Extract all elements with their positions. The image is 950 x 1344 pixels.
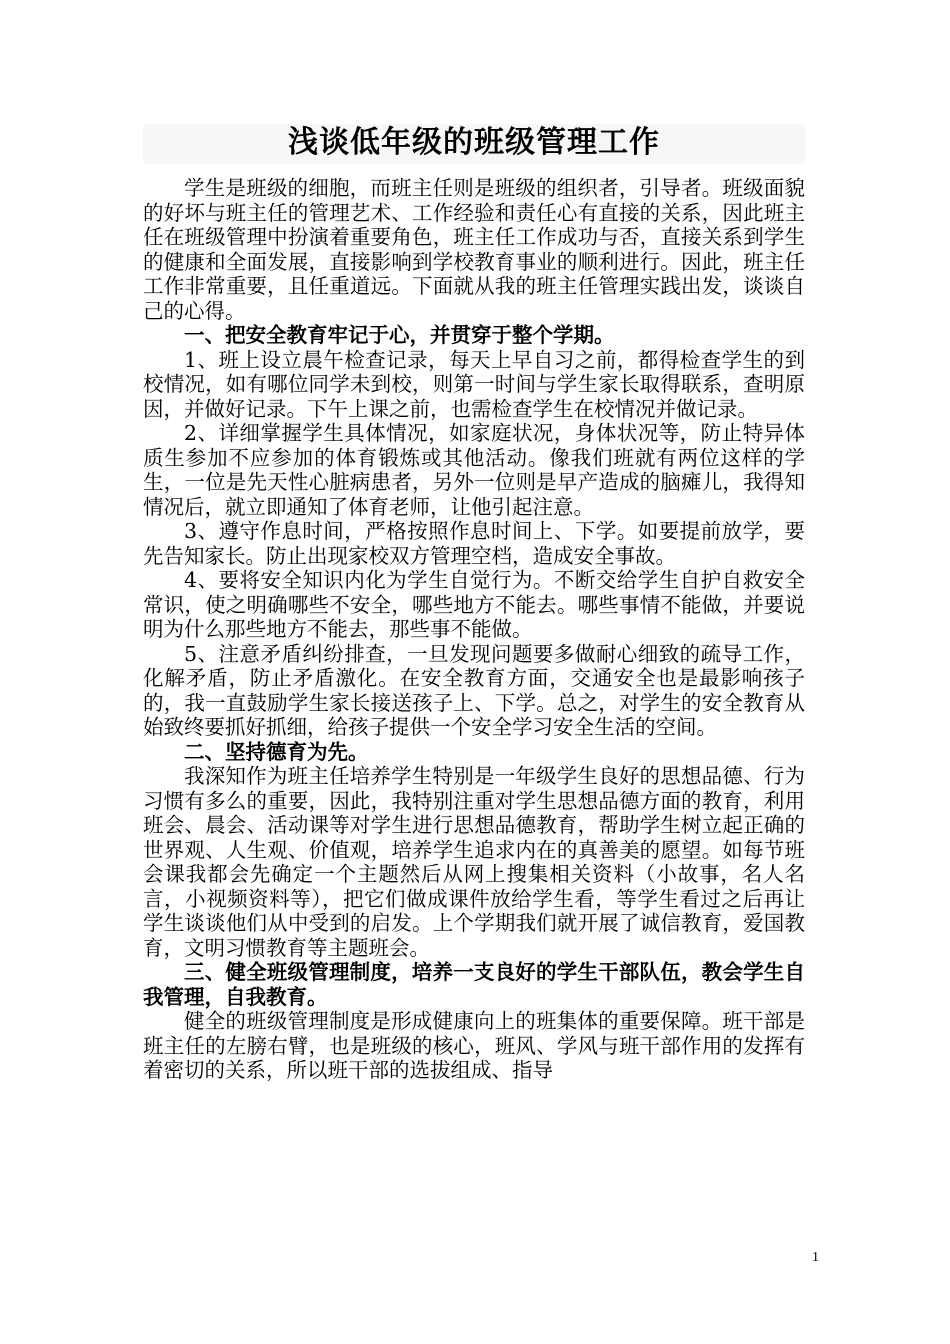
body-paragraph: 3、遵守作息时间，严格按照作息时间上、下学。如要提前放学，要先告知家长。防止出现家校双方管理空档，造成安全事故。: [143, 519, 805, 568]
body-paragraph: 5、注意矛盾纠纷排查，一旦发现问题要多做耐心细致的疏导工作，化解矛盾，防止矛盾激化。在安全教育方面，交通安全也是最影响孩子的，我一直鼓励学生家长接送孩子上、下学。总之，对学生的安全教育从始致终要抓好抓细，给孩子提供一个安全学习安全生活的空间。: [143, 641, 805, 739]
body-paragraph: 1、班上设立晨午检查记录，每天上早自习之前，都得检查学生的到校情况，如有哪位同学未到校，则第一时间与学生家长取得联系，查明原因，并做好记录。下午上课之前，也需检查学生在校情况并做记录。: [143, 347, 805, 421]
document-title: 浅谈低年级的班级管理工作: [288, 125, 660, 160]
body-paragraph: 我深知作为班主任培养学生特别是一年级学生良好的思想品德、行为习惯有多么的重要，因此，我特别注重对学生思想品德方面的教育，利用班会、晨会、活动课等对学生进行思想品德教育，帮助学生树立起正确的世界观、人生观、价值观，培养学生追求内在的真善美的愿望。如每节班会课我都会先确定一个主题然后从网上搜集相关资料（小故事，名人名言，小视频资料等），把它们做成课件放给学生看，等学生看过之后再让学生谈谈他们从中受到的启发。上个学期我们就开展了诚信教育，爱国教育，文明习惯教育等主题班会。: [143, 764, 805, 960]
section-heading-2: 二、坚持德育为先。: [184, 739, 369, 764]
body-paragraph: 4、要将安全知识内化为学生自觉行为。不断交给学生自护自救安全常识，使之明确哪些不安全，哪些地方不能去。哪些事情不能做，并要说明为什么那些地方不能去，那些事不能做。: [143, 568, 805, 641]
section-heading-1: 一、把安全教育牢记于心，并贯穿于整个学期。: [184, 323, 615, 347]
page-number: 1: [812, 1250, 819, 1265]
document-body: [143, 176, 805, 1083]
body-paragraph: 2、详细掌握学生具体情况，如家庭状况，身体状况等，防止特异体质生参加不应参加的体育锻炼或其他活动。像我们班就有两位这样的学生，一位是先天性心脏病患者，另外一位则是早产造成的脑瘫儿，我得知情况后，就立即通知了体育老师，让他引起注意。: [143, 421, 805, 519]
intro-paragraph: 学生是班级的细胞，而班主任则是班级的组织者，引导者。班级面貌的好坏与班主任的管理艺术、工作经验和责任心有直接的关系，因此班主任在班级管理中扮演着重要角色，班主任工作成功与否，直接关系到学生的健康和全面发展，直接影响到学校教育事业的顺利进行。因此，班主任工作非常重要，且任重道远。下面就从我的班主任管理实践出发，谈谈自己的心得。: [143, 176, 805, 323]
section-heading-3: 三、健全班级管理制度，培养一支良好的学生干部队伍，教会学生自我管理，自我教育。: [143, 960, 805, 1009]
body-paragraph: 健全的班级管理制度是形成健康向上的班集体的重要保障。班干部是班主任的左膀右臂，也是班级的核心，班风、学风与班干部作用的发挥有着密切的关系，所以班干部的选拔组成、指导: [143, 1009, 805, 1082]
